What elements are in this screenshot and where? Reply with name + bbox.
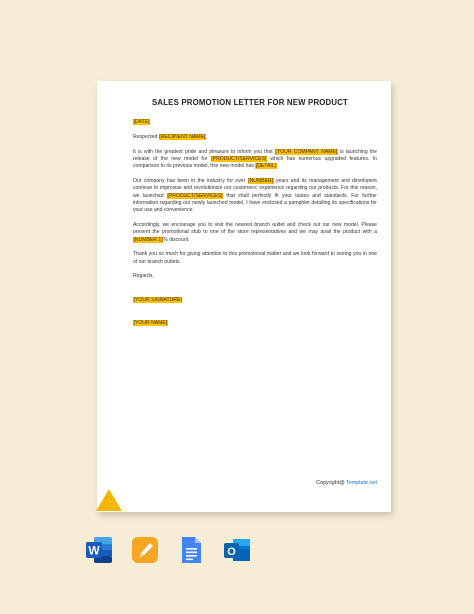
- paragraph-4: Thank you so much for giving attention to this promotional matter and we look forward to seeing you in one of our branch outlets.: [133, 251, 377, 265]
- p1-text-b: is launching the release of the new model for: [133, 148, 377, 162]
- salutation-prefix: Respected: [133, 133, 159, 140]
- detail-placeholder: [DETAIL]: [255, 163, 277, 170]
- paragraph-3: [133, 222, 377, 244]
- app-icons-row: [84, 535, 252, 565]
- p1-text-c: which has numerous upgraded features. In comparison to its previous model, this new model has: [133, 155, 377, 170]
- outlook-icon[interactable]: [222, 535, 252, 565]
- discount-placeholder: [NUMBER 1]: [133, 236, 163, 243]
- copyright-prefix: Copyright@: [316, 480, 347, 486]
- decorative-triangle: [96, 489, 122, 511]
- signature-line: [133, 297, 377, 304]
- company-placeholder: [YOUR COMPANY NAME]: [275, 148, 338, 155]
- closing: Regards,: [133, 273, 154, 280]
- name-line: [133, 320, 377, 327]
- word-letter: W: [88, 543, 100, 558]
- google-docs-icon[interactable]: [176, 535, 206, 565]
- paragraph-1: [133, 149, 377, 171]
- date-placeholder: [DATE]: [133, 119, 150, 125]
- word-icon[interactable]: [84, 535, 114, 565]
- paragraph-2: [133, 178, 377, 214]
- name-placeholder: [YOUR NAME]: [133, 320, 168, 327]
- copyright: [316, 480, 377, 486]
- product-placeholder-2: [PRODUCT/SERVICES]: [167, 192, 223, 199]
- date-line: [133, 119, 377, 126]
- letter-document: [97, 81, 391, 512]
- p1-text-a: It is with the greatest pride and pleasure to inform you that: [133, 148, 275, 155]
- p3-text-b: % discount.: [163, 236, 190, 243]
- p1-text-d: .: [276, 163, 279, 170]
- product-placeholder: [PRODUCT/SERVICES]: [211, 155, 267, 162]
- salutation-suffix: ,: [205, 133, 208, 140]
- signature-placeholder: [YOUR SIGNATURE]: [133, 296, 182, 303]
- copyright-brand[interactable]: Template.net: [346, 480, 377, 486]
- number-placeholder: [NUMBER]: [248, 177, 274, 184]
- recipient-placeholder: [RECIPIENT NAME]: [159, 133, 206, 140]
- p2-text-c: that shall perfectly fit your tastes and standards. For further information regarding our newly launched model, I have enclosed a pamphlet detailing its specifications for your use and convenience.: [133, 192, 377, 214]
- salutation: [133, 134, 377, 141]
- outlook-letter: O: [227, 546, 236, 558]
- pages-icon[interactable]: [130, 535, 160, 565]
- p2-text-b: years and its management and developers continue to improvise and revolutionize our customers' experience regarding our products. For this reason, we launched: [133, 177, 377, 199]
- p3-text-a: Accordingly, we encourage you to visit the nearest branch outlet and check out our new model. Please present the promotional stub to one of the store representatives and we may avail the product with a: [133, 221, 377, 236]
- p2-text-a: Our company has been in the industry for over: [133, 177, 248, 184]
- document-title: SALES PROMOTION LETTER FOR NEW PRODUCT: [151, 98, 349, 107]
